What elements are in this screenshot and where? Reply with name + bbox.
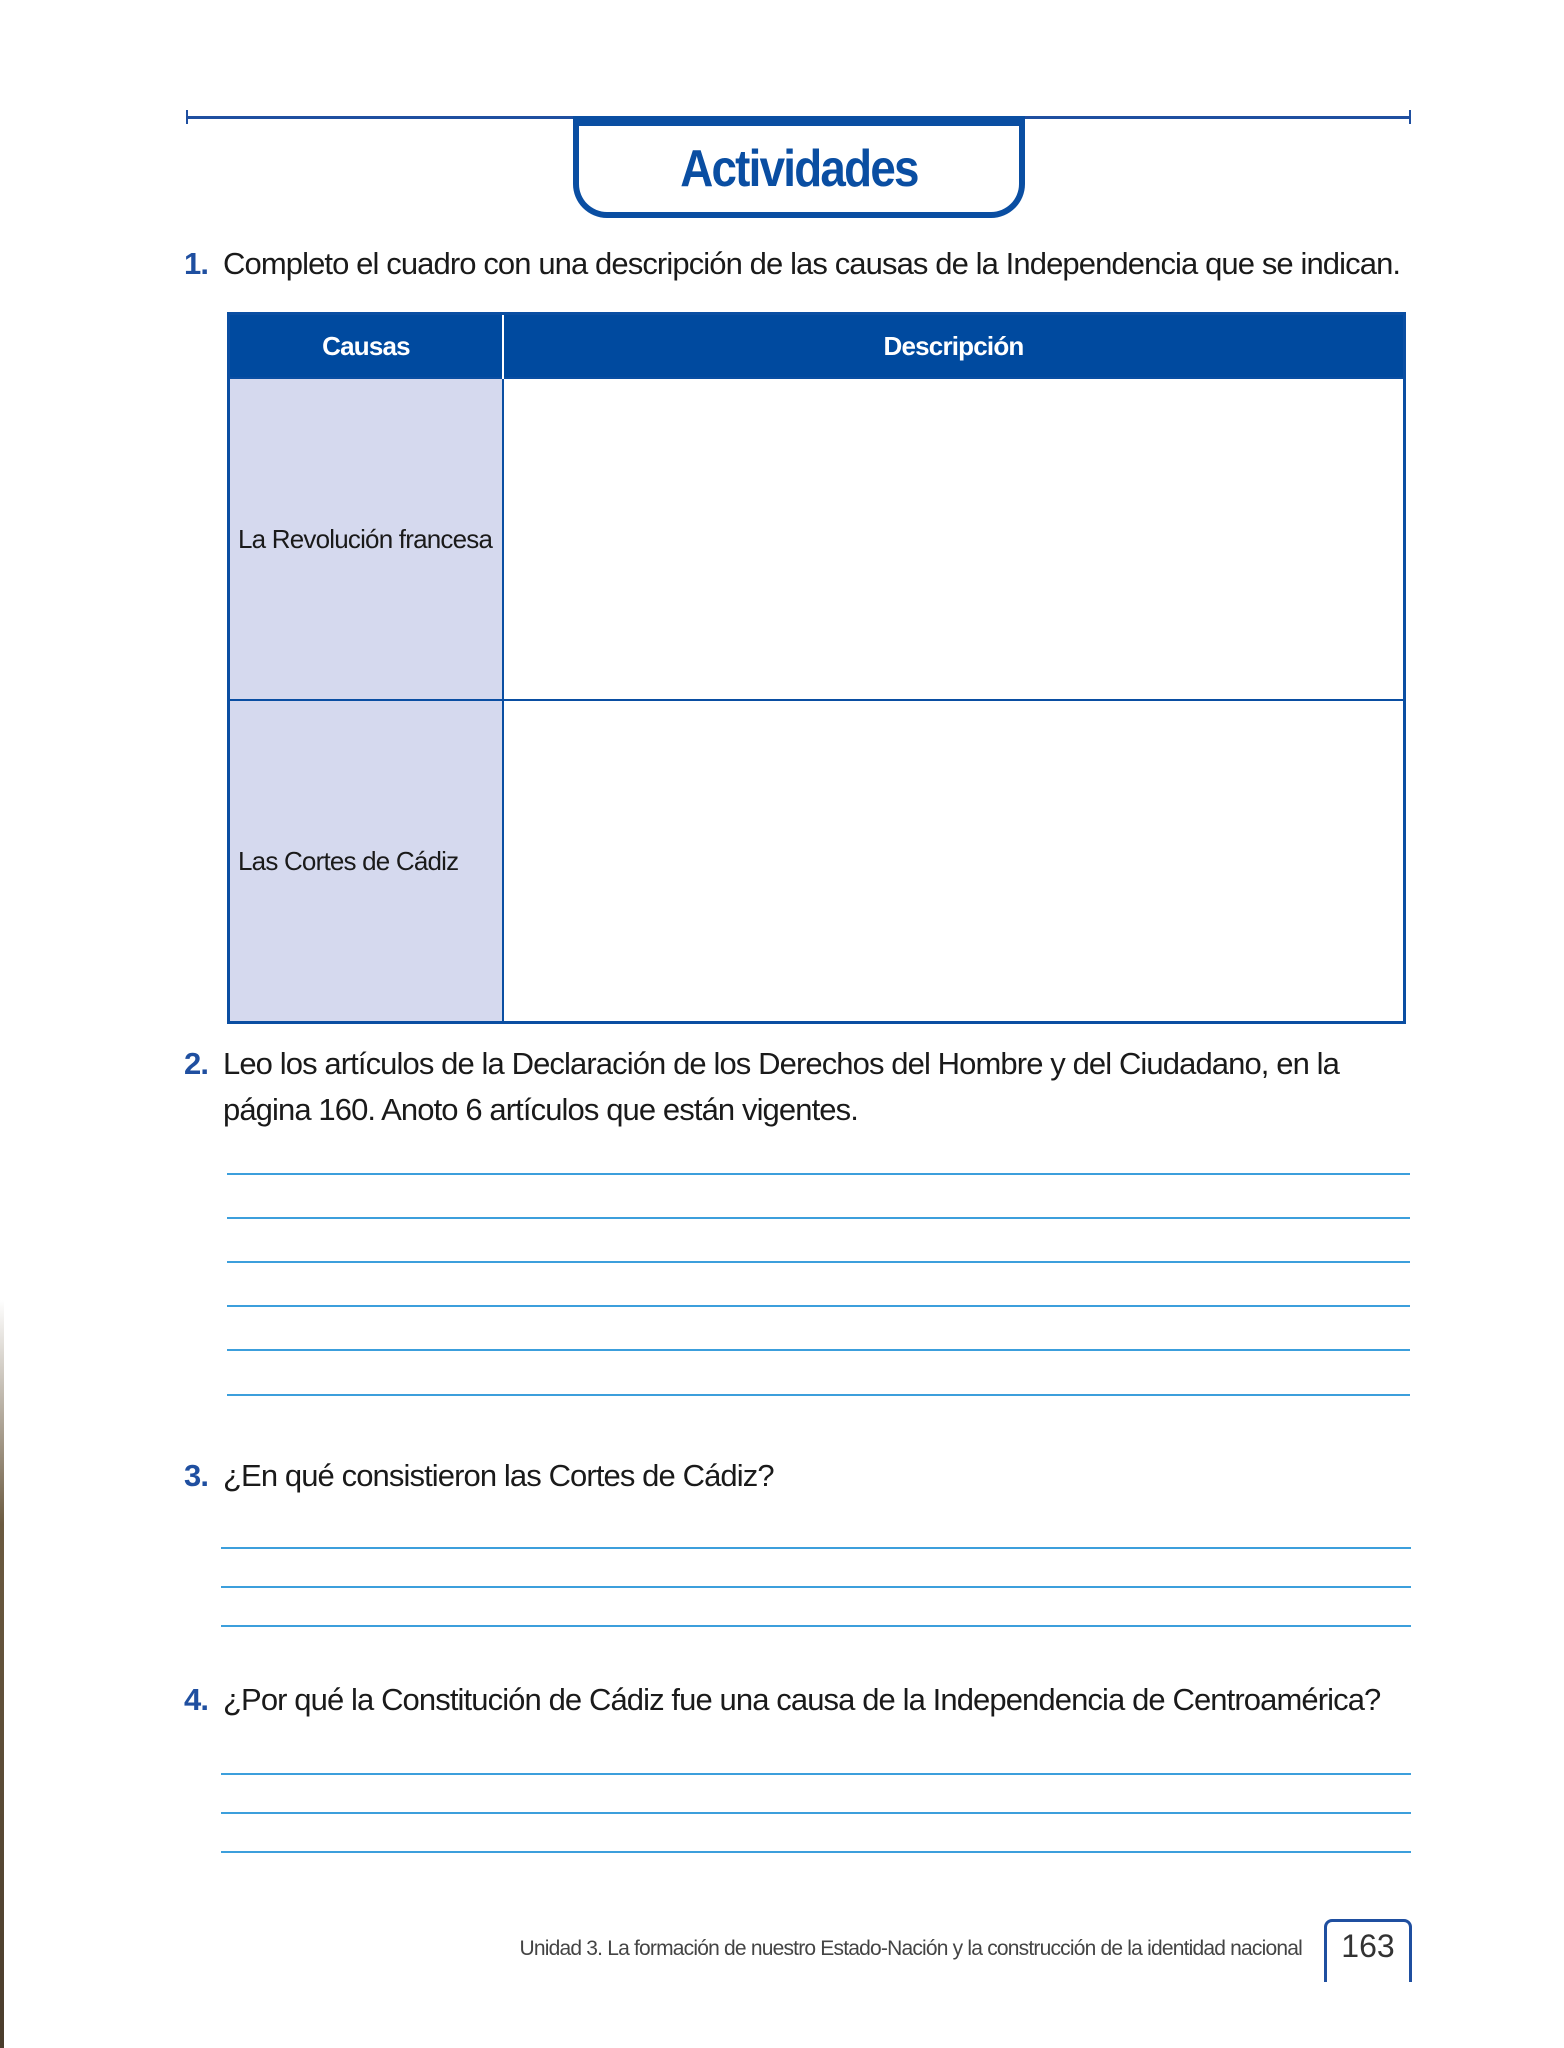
- question-3-text: ¿En qué consistieron las Cortes de Cádiz?: [223, 1458, 774, 1493]
- answer-line[interactable]: [227, 1394, 1410, 1396]
- table-header-row: [229, 314, 1405, 379]
- page-number: 163: [1324, 1919, 1412, 1982]
- answer-line[interactable]: [221, 1547, 1411, 1549]
- question-3-number: 3.: [184, 1458, 209, 1493]
- answer-line[interactable]: [227, 1305, 1410, 1307]
- answer-line[interactable]: [227, 1349, 1410, 1351]
- question-4-number: 4.: [184, 1682, 209, 1717]
- answer-line[interactable]: [221, 1812, 1411, 1814]
- answer-line[interactable]: [221, 1851, 1411, 1853]
- answer-line[interactable]: [227, 1217, 1410, 1219]
- question-1-text: Completo el cuadro con una descripción de las causas de la Independencia que se indican.: [223, 246, 1401, 281]
- answer-line[interactable]: [221, 1773, 1411, 1775]
- answer-line[interactable]: [227, 1261, 1410, 1263]
- table-row: [229, 378, 1405, 700]
- section-tab: [573, 116, 1025, 218]
- causes-table: [227, 312, 1406, 1024]
- question-2-text: Leo los artículos de la Declaración de los Derechos del Hombre y del Ciudadano, en la página 160. Anoto 6 artículos que están vigentes.: [223, 1046, 1339, 1127]
- table-row: [229, 700, 1405, 1023]
- cause-cell: La Revolución francesa: [229, 378, 504, 700]
- answer-line[interactable]: [221, 1625, 1411, 1627]
- page-edge-shadow: [0, 1300, 4, 2048]
- description-cell[interactable]: [503, 700, 1405, 1023]
- description-cell[interactable]: [503, 378, 1405, 700]
- footer-unit-text: Unidad 3. La formación de nuestro Estado-Nación y la construcción de la identidad nacional: [519, 1937, 1302, 1960]
- cause-cell: Las Cortes de Cádiz: [229, 700, 504, 1023]
- answer-line[interactable]: [227, 1173, 1410, 1175]
- answer-line[interactable]: [221, 1586, 1411, 1588]
- question-1-number: 1.: [184, 246, 209, 281]
- section-title: Actividades: [680, 140, 918, 198]
- question-2-number: 2.: [184, 1046, 209, 1081]
- question-4-text: ¿Por qué la Constitución de Cádiz fue una causa de la Independencia de Centroamérica?: [223, 1682, 1381, 1717]
- header-descripcion: Descripción: [503, 314, 1405, 379]
- header-causas: Causas: [229, 314, 504, 379]
